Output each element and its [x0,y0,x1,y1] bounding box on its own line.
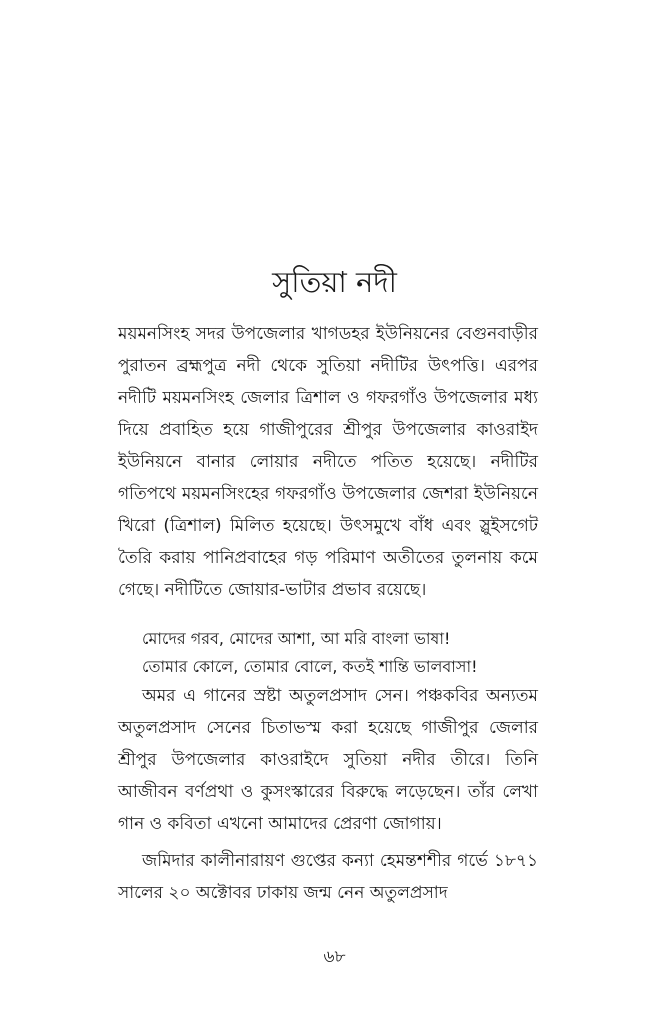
paragraph-birth: জমিদার কালীনারায়ণ গুপ্তের কন্যা হেমন্তশশীর গর্ভে ১৮৭১ সালের ২০ অক্টোবর ঢাকায় জন্ম নেন অতুলপ্রসাদ [118,851,538,903]
paragraph-poet: অমর এ গানের স্রষ্টা অতুলপ্রসাদ সেন। পঞ্চকবির অন্যতম অতুলপ্রসাদ সেনের চিতাভস্ম করা হয়েছে গাজীপুর জেলার শ্রীপুর উপজেলার কাওরাইদে সুতিয়া নদীর তীরে। তিনি আজীবন বর্ণপ্রথা ও কুসংস্কারের বিরুদ্ধে লড়েছেন। তাঁর লেখা গান ও কবিতা এখনো আমাদের প্রেরণা জোগায়। [118,686,538,834]
verse-line-2: তোমার কোলে, তোমার বোলে, কতই শান্তি ভালবাসা! [142,657,478,676]
page-number: ৬৮ [323,947,346,967]
page-title: সুতিয়া নদী [272,265,397,299]
paragraph-river-origin: ময়মনসিংহ সদর উপজেলার খাগডহর ইউনিয়নের বেগুনবাড়ীর পুরাতন ব্রহ্মপুত্র নদী থেকে সুতিয়া নদীটির উৎপত্তি। এরপর নদীটি ময়মনসিংহ জেলার ত্রিশাল ও গফরগাঁও উপজেলার মধ্য দিয়ে প্রবাহিত হয়ে গাজীপুরের শ্রীপুর উপজেলার কাওরাইদ ইউনিয়নে বানার লোয়ার নদীতে পতিত হয়েছে। নদীটির গতিপথে ময়মনসিংহের গফরগাঁও উপজেলার জেশরা ইউনিয়নে খিরো (ত্রিশাল) মিলিত হয়েছে। উৎসমুখে বাঁধ এবং স্লুইসগেট তৈরি করায় পানিপ্রবাহের গড় পরিমাণ অতীতের তুলনায় কমে গেছে। নদীটিতে জোয়ার-ভাটার প্রভাব রয়েছে। [118,324,538,600]
verse-line-1: মোদের গরব, মোদের আশা, আ মরি বাংলা ভাষা! [142,629,451,648]
